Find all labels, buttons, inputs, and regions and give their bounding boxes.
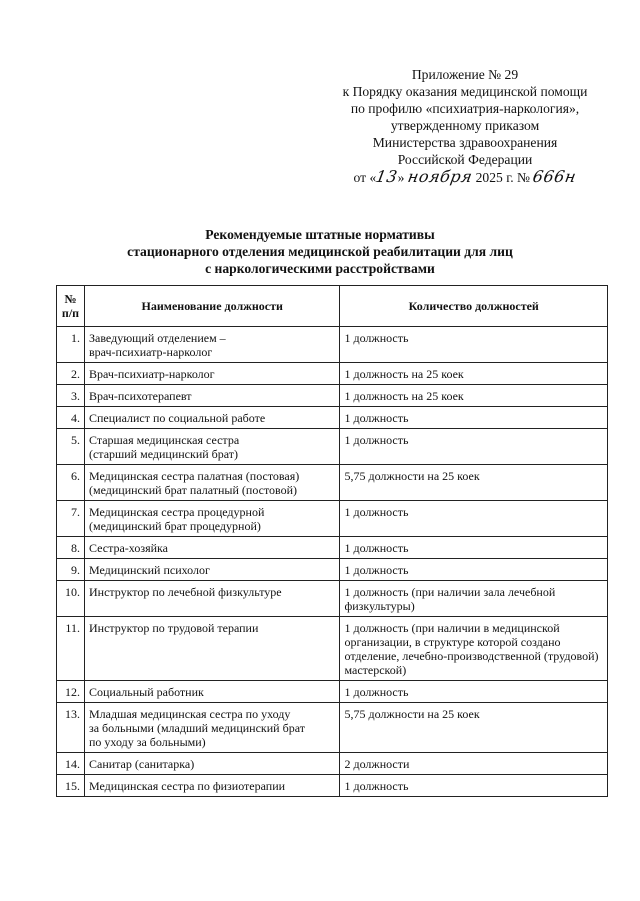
title-line: Рекомендуемые штатные нормативы <box>205 227 435 242</box>
header-line: Министерства здравоохранения <box>372 135 558 150</box>
row-number: 12. <box>57 681 85 703</box>
staff-table <box>56 285 608 797</box>
table-row <box>57 753 608 775</box>
row-number: 9. <box>57 559 85 581</box>
table-row <box>57 703 608 753</box>
position-count: 1 должность <box>340 327 608 363</box>
row-number: 15. <box>57 775 85 797</box>
position-count: 1 должность <box>340 537 608 559</box>
header-line: к Порядку оказания медицинской помощи <box>342 84 588 99</box>
position-name: Заведующий отделением – врач-психиатр-нарколог <box>84 327 340 363</box>
row-number: 14. <box>57 753 85 775</box>
table-row <box>57 681 608 703</box>
header-count: Количество должностей <box>340 286 608 327</box>
position-name: Младшая медицинская сестра по уходу за больными (младший медицинский брат по уходу за больными) <box>84 703 340 753</box>
row-number: 6. <box>57 465 85 501</box>
row-number: 7. <box>57 501 85 537</box>
position-name: Инструктор по лечебной физкультуре <box>84 581 340 617</box>
position-count: 1 должность <box>340 501 608 537</box>
row-number: 3. <box>57 385 85 407</box>
table-row <box>57 363 608 385</box>
row-number: 5. <box>57 429 85 465</box>
row-number: 11. <box>57 617 85 681</box>
position-count: 1 должность (при наличии зала лечебной физкультуры) <box>340 581 608 617</box>
position-name: Медицинская сестра палатная (постовая) (медицинский брат палатный (постовой) <box>84 465 340 501</box>
table-row <box>57 429 608 465</box>
position-count: 1 должность (при наличии в медицинской организации, в структуре которой создано отделение, лечебно-производственной (трудовой) мастерской) <box>340 617 608 681</box>
table-row <box>57 327 608 363</box>
position-name: Врач-психиатр-нарколог <box>84 363 340 385</box>
row-number: 10. <box>57 581 85 617</box>
document-title <box>60 226 580 277</box>
position-name: Медицинская сестра по физиотерапии <box>84 775 340 797</box>
header-line: Российской Федерации <box>397 152 533 167</box>
position-name: Сестра-хозяйка <box>84 537 340 559</box>
position-count: 1 должность <box>340 681 608 703</box>
position-count: 5,75 должности на 25 коек <box>340 465 608 501</box>
table-row <box>57 407 608 429</box>
table-row <box>57 775 608 797</box>
header-position: Наименование должности <box>84 286 340 327</box>
row-number: 8. <box>57 537 85 559</box>
row-number: 13. <box>57 703 85 753</box>
position-count: 1 должность на 25 коек <box>340 385 608 407</box>
title-line: с наркологическими расстройствами <box>205 261 435 276</box>
header-line: по профилю «психиатрия-наркология», <box>350 101 580 116</box>
position-name: Санитар (санитарка) <box>84 753 340 775</box>
position-count: 1 должность <box>340 407 608 429</box>
table-header-row <box>57 286 608 327</box>
position-count: 2 должности <box>340 753 608 775</box>
position-name: Медицинский психолог <box>84 559 340 581</box>
order-date-line: от «13» ноября 2025 г. № 666н <box>353 167 579 186</box>
position-name: Специалист по социальной работе <box>84 407 340 429</box>
header-num: № п/п <box>57 286 85 327</box>
position-name: Врач-психотерапевт <box>84 385 340 407</box>
table-row <box>57 385 608 407</box>
row-number: 4. <box>57 407 85 429</box>
table-row <box>57 559 608 581</box>
position-count: 1 должность <box>340 559 608 581</box>
title-line: стационарного отделения медицинской реабилитации для лиц <box>127 244 513 259</box>
table-row <box>57 537 608 559</box>
table-row <box>57 617 608 681</box>
row-number: 1. <box>57 327 85 363</box>
position-name: Инструктор по трудовой терапии <box>84 617 340 681</box>
position-name: Медицинская сестра процедурной (медицинский брат процедурной) <box>84 501 340 537</box>
position-name: Социальный работник <box>84 681 340 703</box>
table-row <box>57 501 608 537</box>
position-count: 1 должность на 25 коек <box>340 363 608 385</box>
position-count: 1 должность <box>340 775 608 797</box>
row-number: 2. <box>57 363 85 385</box>
handwritten-month: ноября <box>406 167 474 186</box>
table-row <box>57 581 608 617</box>
position-name: Старшая медицинская сестра (старший медицинский брат) <box>84 429 340 465</box>
handwritten-day: 13 <box>374 167 400 186</box>
appendix-number: Приложение № 29 <box>411 67 519 82</box>
position-count: 1 должность <box>340 429 608 465</box>
appendix-header <box>320 66 610 186</box>
handwritten-order-number: 666н <box>531 167 579 186</box>
position-count: 5,75 должности на 25 коек <box>340 703 608 753</box>
table-row <box>57 465 608 501</box>
header-line: утвержденному приказом <box>390 118 540 133</box>
